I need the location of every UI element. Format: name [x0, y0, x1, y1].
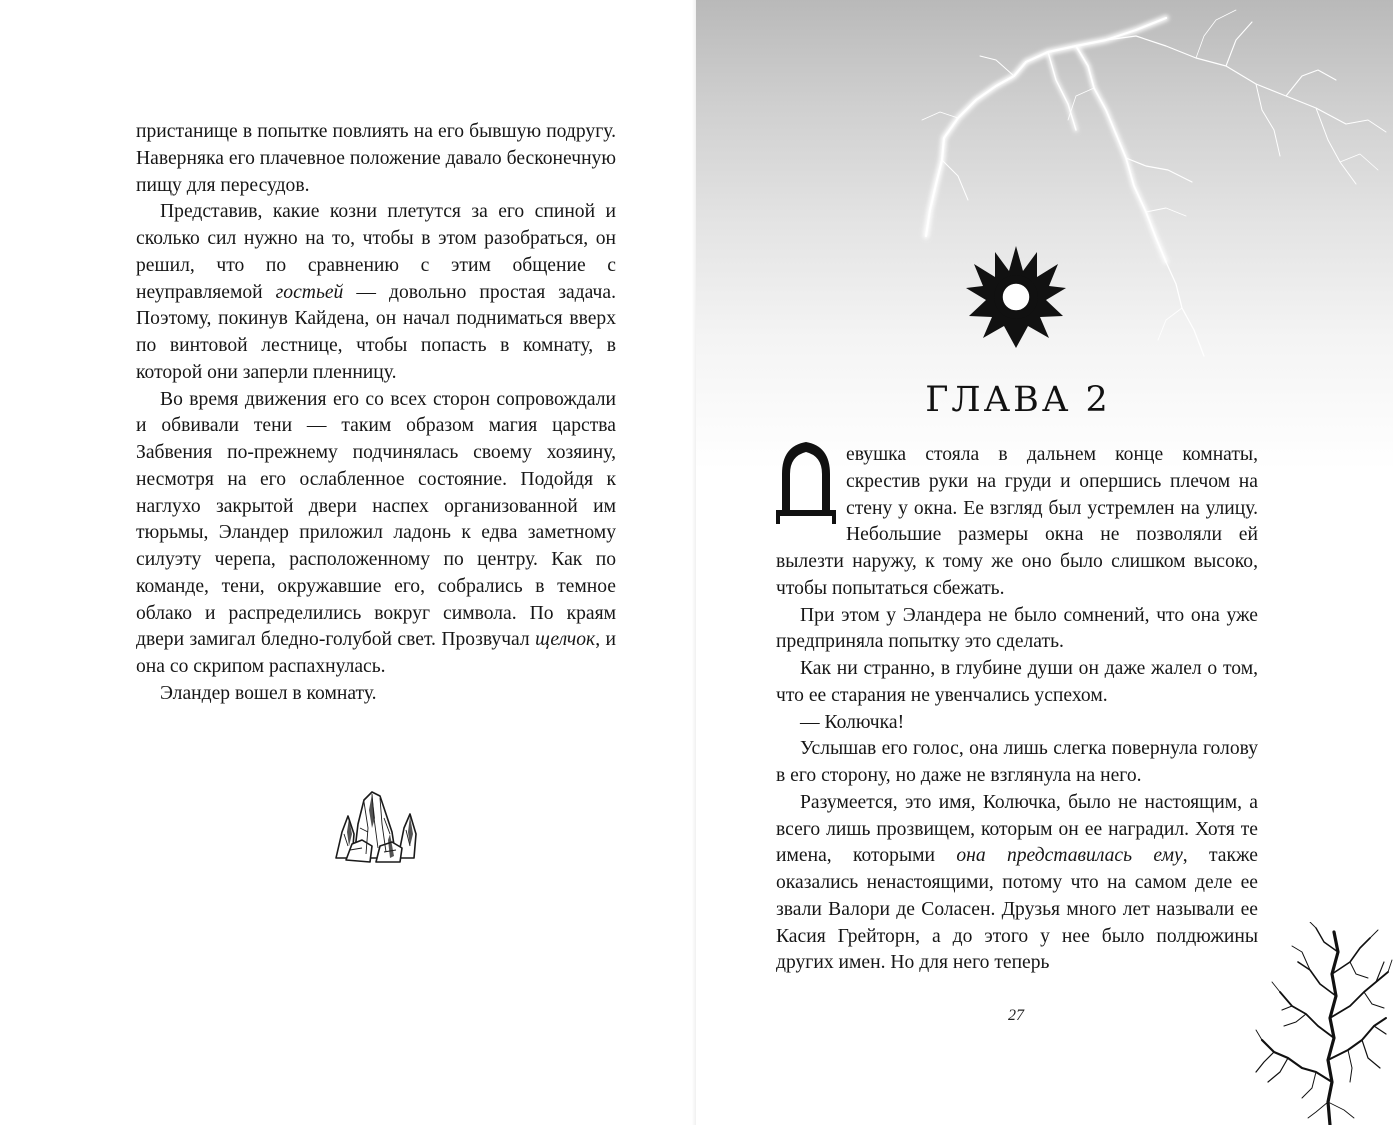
paragraph: [776, 736, 1258, 790]
italic-text: она представилась ему: [956, 845, 1183, 867]
paragraph: [136, 681, 616, 708]
chapter-title: ГЛАВА 2: [925, 380, 1111, 420]
text-run: — Колючка!: [800, 711, 905, 733]
text-run: Как ни странно, в глубине души он даже жалел о том, что ее старания не увенчались успехом.: [776, 658, 1258, 706]
left-page: [0, 0, 696, 1125]
paragraph: [136, 119, 616, 199]
page-number: 27: [1008, 1007, 1024, 1024]
paragraph: [136, 387, 616, 681]
crystal-rock-icon: [328, 788, 424, 866]
text-run: , и она со скрипом распахнулась.: [136, 629, 616, 677]
drop-cap-spacer: [776, 448, 846, 528]
right-page: [696, 0, 1393, 1125]
bare-tree-icon: [1252, 922, 1393, 1125]
text-run: Разумеется, это имя, Колючка, было не настоящим, а всего лишь прозвищем, которым он ее наградил. Хотя те имена, которыми: [776, 791, 1258, 867]
text-run: , также оказались ненастоящими, потому что на самом деле ее звали Валори де Соласен. Друзья много лет называли ее Касия Грейторн, а до этого у нее было полдюжины других имен. Но для него теперь: [776, 845, 1258, 974]
text-run: евушка стояла в дальнем конце комнаты, скрестив руки на груди и опершись плечом на стену у окна. Ее взгляд был устремлен на улицу. Небольшие размеры окна не позволяли ей вылезти наружу, к тому же оно было слишком высоко, чтобы попытаться сбежать.: [776, 444, 1258, 599]
paragraph: [776, 603, 1258, 657]
text-run: При этом у Эландера не было сомнений, что она уже предприняла попытку это сделать.: [776, 604, 1258, 653]
italic-text: щелчок: [535, 629, 596, 651]
paragraph: [776, 442, 1258, 603]
text-run: — довольно простая задача. Поэтому, покинув Кайдена, он начал подниматься вверх по винтовой лестнице, чтобы попасть в комнату, в которой они заперли пленницу.: [136, 281, 616, 383]
paragraph: [136, 199, 616, 386]
paragraph: [776, 710, 1258, 737]
text-run: Представив, какие козни плетутся за его спиной и сколько сил нужно на то, чтобы в этом разобраться, он решил, что по сравнению с этим общение с неуправляемой: [136, 201, 616, 303]
text-run: Услышав его голос, она лишь слегка повернула голову в его сторону, но даже не взглянула на него.: [776, 738, 1258, 786]
left-page-body: [136, 119, 616, 708]
text-run: пристанище в попытке повлиять на его бывшую подругу. Наверняка его плачевное положение давало бесконечную пищу для пересудов.: [136, 121, 616, 196]
text-run: Во время движения его со всех сторон сопровождали и обвивали тени — таким образом магия царства Забвения по-прежнему подчинялась своему хозяину, несмотря на его ослабленное состояние. Подойдя к наглухо закрытой двери наспех организованной им тюрьмы, Эландер приложил ладонь к едва заметному силуэту черепа, расположенному по центру. Как по команде, тени, окружавшие его, собрались в темное облако и распределились вокруг символа. По краям двери замигал бледно-голубой свет. Прозвучал: [136, 388, 616, 651]
paragraph: [776, 656, 1258, 710]
text-run: Эландер вошел в комнату.: [160, 682, 377, 704]
right-page-body: [776, 442, 1258, 977]
paragraph: [776, 790, 1258, 977]
sun-star-icon: [966, 245, 1066, 350]
italic-text: гостьей: [275, 281, 344, 303]
